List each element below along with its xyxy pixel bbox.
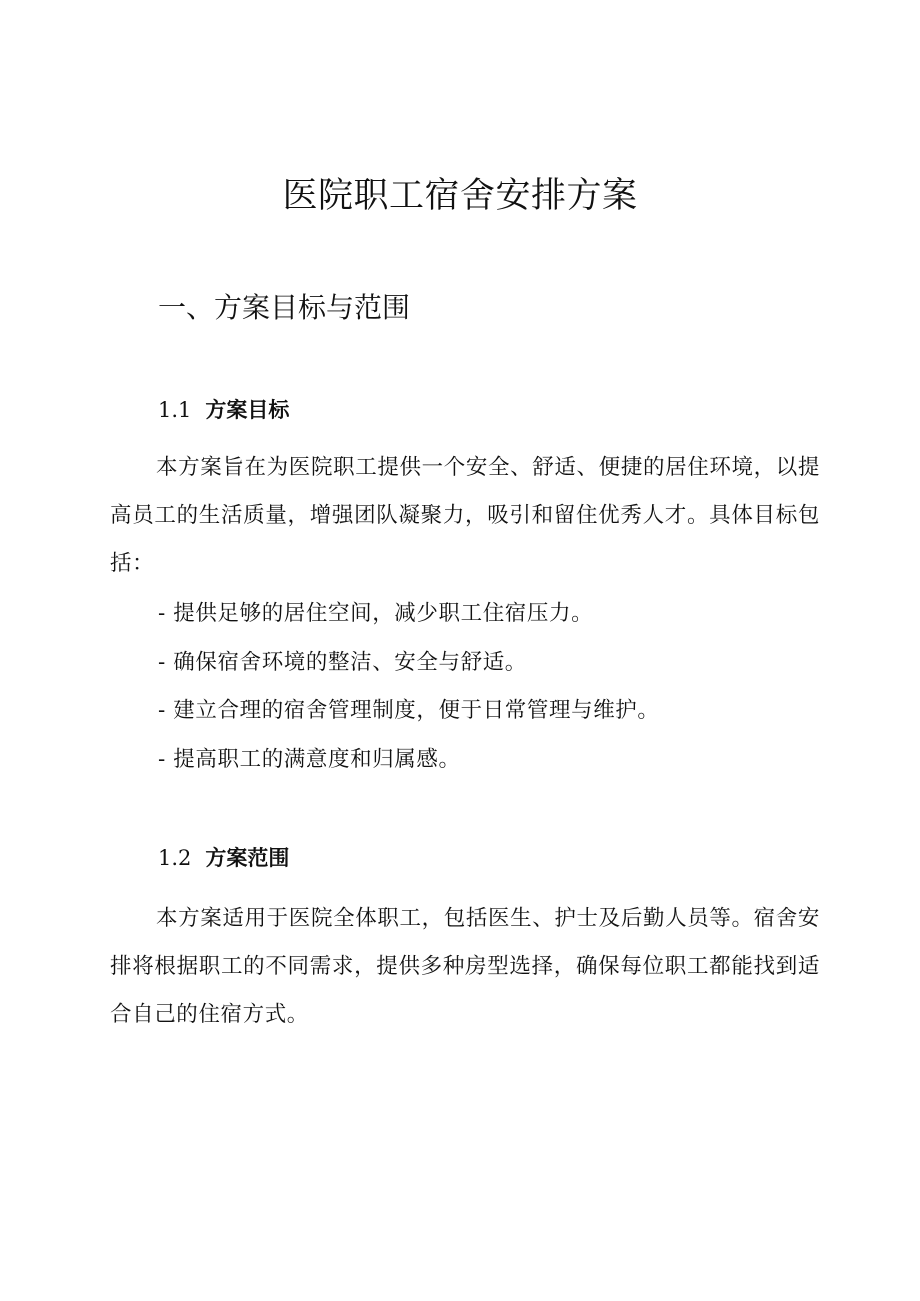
list-item: - 提高职工的满意度和归属感。	[158, 746, 461, 772]
subsection-title: 方案目标	[205, 397, 290, 422]
scope-paragraph: 本方案适用于医院全体职工，包括医生、护士及后勤人员等。宿舍安排将根据职工的不同需求，提供多种房型选择，确保每位职工都能找到适合自己的住宿方式。	[110, 906, 820, 1027]
list-item: - 建立合理的宿舍管理制度，便于日常管理与维护。	[158, 698, 660, 723]
subsection-heading-scope	[158, 843, 289, 873]
list-item: - 提供足够的居住空间，减少职工住宿压力。	[158, 601, 594, 626]
list-item: - 确保宿舍环境的整洁、安全与舒适。	[158, 649, 527, 675]
subsection-number: 1.1	[158, 398, 192, 422]
section-heading: 一、方案目标与范围	[158, 291, 411, 324]
subsection-title: 方案范围	[205, 845, 290, 870]
subsection-heading-goals	[158, 395, 289, 425]
goals-paragraph: 本方案旨在为医院职工提供一个安全、舒适、便捷的居住环境，以提高员工的生活质量，增强团队凝聚力，吸引和留住优秀人才。具体目标包括：	[110, 455, 820, 576]
goals-bullet-list	[158, 590, 660, 784]
subsection-number: 1.2	[158, 846, 192, 870]
document-title: 医院职工宿舍安排方案	[282, 176, 638, 216]
